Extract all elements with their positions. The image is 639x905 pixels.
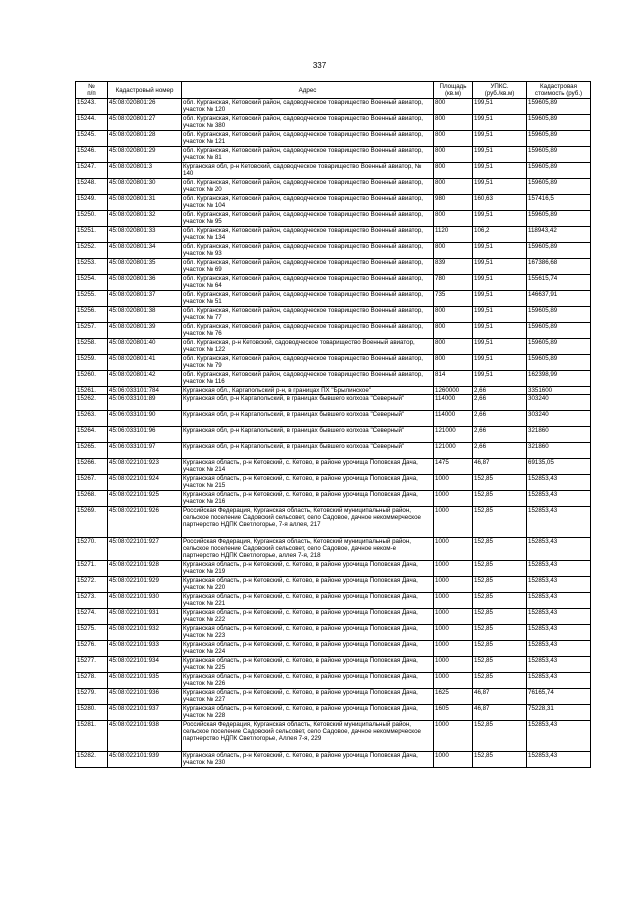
table-header-row <box>76 82 591 99</box>
area-cell: 1120 <box>434 227 473 243</box>
upks-cell: 199,51 <box>473 339 527 355</box>
area-cell: 1260000 <box>434 387 473 395</box>
address-cell: Курганская обл, р-н Каргапольский, в границах бывшего колхоза "Северный" <box>182 427 434 443</box>
header-area: Площадь (кв.м) <box>434 82 473 99</box>
cadastral-number-cell: 45:06:033101:89 <box>108 395 182 411</box>
cadastral-cost-cell: 321860 <box>527 443 591 459</box>
upks-cell: 199,51 <box>473 131 527 147</box>
cadastral-number-cell: 45:08:022101:930 <box>108 593 182 609</box>
row-number-cell: 15273. <box>76 593 108 609</box>
area-cell: 800 <box>434 115 473 131</box>
upks-cell: 152,85 <box>473 752 527 768</box>
row-number-cell: 15274. <box>76 609 108 625</box>
cadastral-number-cell: 45:08:020801:30 <box>108 179 182 195</box>
cadastral-number-cell: 45:08:022101:923 <box>108 459 182 475</box>
address-cell: Курганская область, р-н Кетовский, с. Кетово, в районе урочища Поповская Дача, участок № 226 <box>182 673 434 689</box>
header-upks: УПКС. (руб./кв.м) <box>473 82 527 99</box>
upks-cell: 199,51 <box>473 275 527 291</box>
upks-cell: 152,85 <box>473 475 527 491</box>
address-cell: обл. Курганская, Кетовский район, садоводческое товарищество Военный авиатор, участок № 134 <box>182 227 434 243</box>
cadastral-cost-cell: 152853,43 <box>527 538 591 561</box>
upks-cell: 152,85 <box>473 609 527 625</box>
area-cell: 1475 <box>434 459 473 475</box>
cadastral-cost-cell: 69135,05 <box>527 459 591 475</box>
table-row <box>76 721 591 752</box>
row-number-cell: 15276. <box>76 641 108 657</box>
row-number-cell: 15280. <box>76 705 108 721</box>
cadastral-number-cell: 45:08:020801:37 <box>108 291 182 307</box>
cadastral-cost-cell: 159605,89 <box>527 355 591 371</box>
table-row <box>76 411 591 427</box>
table-row <box>76 371 591 387</box>
cadastral-number-cell: 45:08:022101:929 <box>108 577 182 593</box>
header-cadastral-number: Кадастровый номер <box>108 82 182 99</box>
cadastral-cost-cell: 146637,91 <box>527 291 591 307</box>
row-number-cell: 15253. <box>76 259 108 275</box>
address-cell: обл. Курганская, Кетовский район, садоводческое товарищество Военный авиатор, участок № 51 <box>182 291 434 307</box>
cadastral-cost-cell: 152853,43 <box>527 593 591 609</box>
address-cell: Курганская область, р-н Кетовский, с. Кетово, в районе урочища Поповская Дача, участок № 221 <box>182 593 434 609</box>
area-cell: 1000 <box>434 721 473 752</box>
area-cell: 1000 <box>434 657 473 673</box>
cadastral-cost-cell: 152853,43 <box>527 721 591 752</box>
cadastral-number-cell: 45:06:033101:90 <box>108 411 182 427</box>
address-cell: обл. Курганская, Кетовский район, садоводческое товарищество Военный авиатор, участок № 79 <box>182 355 434 371</box>
area-cell: 114000 <box>434 411 473 427</box>
table-row <box>76 243 591 259</box>
row-number-cell: 15252. <box>76 243 108 259</box>
address-cell: обл. Курганская, Кетовский район, садоводческое товарищество Военный авиатор, участок № 77 <box>182 307 434 323</box>
cadastral-number-cell: 45:08:020801:39 <box>108 323 182 339</box>
cadastral-cost-cell: 152853,43 <box>527 625 591 641</box>
table-row <box>76 443 591 459</box>
area-cell: 121000 <box>434 443 473 459</box>
cadastral-cost-cell: 152853,43 <box>527 673 591 689</box>
area-cell: 121000 <box>434 427 473 443</box>
cadastral-number-cell: 45:06:033101:784 <box>108 387 182 395</box>
address-cell: Российская Федерация, Курганская область, Кетовский муниципальный район, сельское поселение Садовский сельсовет, село Садовое, дачное некоммерческое партнерство НДПК Светлогорье, 7-я аллея, 217 <box>182 507 434 538</box>
area-cell: 800 <box>434 211 473 227</box>
upks-cell: 2,66 <box>473 387 527 395</box>
address-cell: обл. Курганская, Кетовский район, садоводческое товарищество Военный авиатор, участок № 121 <box>182 131 434 147</box>
row-number-cell: 15258. <box>76 339 108 355</box>
address-cell: обл. Курганская, Кетовский район, садоводческое товарищество Военный авиатор, участок № 120 <box>182 99 434 115</box>
cadastral-number-cell: 45:08:020801:42 <box>108 371 182 387</box>
cadastral-number-cell: 45:08:022101:938 <box>108 721 182 752</box>
area-cell: 800 <box>434 163 473 179</box>
table-row <box>76 475 591 491</box>
area-cell: 1000 <box>434 538 473 561</box>
address-cell: Курганская область, р-н Кетовский, с. Кетово, в районе урочища Поповская Дача, участок № 216 <box>182 491 434 507</box>
table-row <box>76 147 591 163</box>
cadastral-number-cell: 45:08:022101:926 <box>108 507 182 538</box>
header-cadastral-cost: Кадастровая стоимость (руб.) <box>527 82 591 99</box>
address-cell: обл. Курганская, Кетовский район, садоводческое товарищество Военный авиатор, участок № 93 <box>182 243 434 259</box>
area-cell: 1000 <box>434 673 473 689</box>
area-cell: 800 <box>434 147 473 163</box>
table-row <box>76 259 591 275</box>
cadastral-cost-cell: 118943,42 <box>527 227 591 243</box>
cadastral-cost-cell: 159605,89 <box>527 147 591 163</box>
cadastral-number-cell: 45:08:022101:935 <box>108 673 182 689</box>
row-number-cell: 15272. <box>76 577 108 593</box>
upks-cell: 152,85 <box>473 538 527 561</box>
row-number-cell: 15250. <box>76 211 108 227</box>
row-number-cell: 15249. <box>76 195 108 211</box>
address-cell: обл. Курганская, Кетовский район, садоводческое товарищество Военный авиатор, участок № 104 <box>182 195 434 211</box>
cadastral-cost-cell: 159605,89 <box>527 99 591 115</box>
area-cell: 1000 <box>434 641 473 657</box>
address-cell: Курганская область, р-н Кетовский, с. Кетово, в районе урочища Поповская Дача, участок № 227 <box>182 689 434 705</box>
table-row <box>76 673 591 689</box>
table-row <box>76 163 591 179</box>
area-cell: 800 <box>434 243 473 259</box>
table-row <box>76 593 591 609</box>
upks-cell: 152,85 <box>473 593 527 609</box>
address-cell: Российская Федерация, Курганская область, Кетовский муниципальный район, сельское поселение Садовский сельсовет, село Садовое, дачное неком-е партнерство НДПК Светлогорье, аллея 7-я, 218 <box>182 538 434 561</box>
cadastral-number-cell: 45:06:033101:97 <box>108 443 182 459</box>
row-number-cell: 15245. <box>76 131 108 147</box>
area-cell: 780 <box>434 275 473 291</box>
upks-cell: 46,87 <box>473 689 527 705</box>
upks-cell: 46,87 <box>473 459 527 475</box>
table-row <box>76 99 591 115</box>
table-row <box>76 291 591 307</box>
upks-cell: 199,51 <box>473 371 527 387</box>
row-number-cell: 15279. <box>76 689 108 705</box>
cadastral-cost-cell: 76165,74 <box>527 689 591 705</box>
row-number-cell: 15269. <box>76 507 108 538</box>
table-row <box>76 339 591 355</box>
address-cell: Курганская обл, р-н Каргапольский, в границах бывшего колхоза "Северный" <box>182 395 434 411</box>
row-number-cell: 15261. <box>76 387 108 395</box>
area-cell: 1000 <box>434 491 473 507</box>
address-cell: Курганская область, р-н Кетовский, с. Кетово, в районе урочища Поповская Дача, участок № 219 <box>182 561 434 577</box>
upks-cell: 152,85 <box>473 625 527 641</box>
upks-cell: 199,51 <box>473 259 527 275</box>
row-number-cell: 15254. <box>76 275 108 291</box>
table-row <box>76 355 591 371</box>
row-number-cell: 15268. <box>76 491 108 507</box>
upks-cell: 199,51 <box>473 147 527 163</box>
cadastral-number-cell: 45:08:020801:40 <box>108 339 182 355</box>
cadastral-number-cell: 45:08:020801:3 <box>108 163 182 179</box>
address-cell: Российская Федерация, Курганская область, Кетовский муниципальный район, сельское поселение Садовский сельсовет, село Садовое, дачное некоммерческое партнерство НДПК Светлогорье, Аллея 7-я, 229 <box>182 721 434 752</box>
upks-cell: 199,51 <box>473 211 527 227</box>
table-row <box>76 459 591 475</box>
row-number-cell: 15256. <box>76 307 108 323</box>
upks-cell: 152,85 <box>473 577 527 593</box>
cadastral-cost-cell: 303240 <box>527 411 591 427</box>
area-cell: 1000 <box>434 561 473 577</box>
row-number-cell: 15267. <box>76 475 108 491</box>
address-cell: обл. Курганская, Кетовский район, садоводческое товарищество Военный авиатор, участок № 69 <box>182 259 434 275</box>
area-cell: 800 <box>434 323 473 339</box>
cadastral-cost-cell: 152853,43 <box>527 507 591 538</box>
address-cell: Курганская обл, р-н Кетовский, садоводческое товарищество Военный авиатор, № 140 <box>182 163 434 179</box>
row-number-cell: 15278. <box>76 673 108 689</box>
address-cell: обл. Курганская, Кетовский район, садоводческое товарищество Военный авиатор, участок № 116 <box>182 371 434 387</box>
upks-cell: 199,51 <box>473 99 527 115</box>
cadastral-number-cell: 45:08:020801:35 <box>108 259 182 275</box>
upks-cell: 160,63 <box>473 195 527 211</box>
cadastral-number-cell: 45:08:020801:27 <box>108 115 182 131</box>
row-number-cell: 15277. <box>76 657 108 673</box>
table-row <box>76 657 591 673</box>
row-number-cell: 15246. <box>76 147 108 163</box>
cadastral-cost-cell: 159605,89 <box>527 163 591 179</box>
header-num: № п/п <box>76 82 108 99</box>
table-row <box>76 507 591 538</box>
cadastral-cost-cell: 159605,89 <box>527 115 591 131</box>
row-number-cell: 15265. <box>76 443 108 459</box>
cadastral-cost-cell: 152853,43 <box>527 657 591 673</box>
cadastral-cost-cell: 152853,43 <box>527 609 591 625</box>
row-number-cell: 15244. <box>76 115 108 131</box>
table-row <box>76 577 591 593</box>
cadastral-registry-table <box>75 81 591 768</box>
area-cell: 1000 <box>434 593 473 609</box>
upks-cell: 2,66 <box>473 427 527 443</box>
address-cell: обл. Курганская, Кетовский район, садоводческое товарищество Военный авиатор, участок № 20 <box>182 179 434 195</box>
cadastral-cost-cell: 159605,89 <box>527 339 591 355</box>
cadastral-cost-cell: 152853,43 <box>527 561 591 577</box>
row-number-cell: 15266. <box>76 459 108 475</box>
row-number-cell: 15243. <box>76 99 108 115</box>
cadastral-number-cell: 45:08:022101:931 <box>108 609 182 625</box>
row-number-cell: 15271. <box>76 561 108 577</box>
upks-cell: 199,51 <box>473 179 527 195</box>
cadastral-number-cell: 45:08:022101:934 <box>108 657 182 673</box>
cadastral-cost-cell: 152853,43 <box>527 752 591 768</box>
cadastral-cost-cell: 303240 <box>527 395 591 411</box>
address-cell: Курганская область, р-н Кетовский, с. Кетово, в районе урочища Поповская Дача, участок № 215 <box>182 475 434 491</box>
upks-cell: 199,51 <box>473 243 527 259</box>
row-number-cell: 15263. <box>76 411 108 427</box>
table-row <box>76 705 591 721</box>
table-row <box>76 227 591 243</box>
cadastral-number-cell: 45:08:022101:925 <box>108 491 182 507</box>
page-number: 337 <box>312 61 327 70</box>
table-row <box>76 387 591 395</box>
cadastral-cost-cell: 159605,89 <box>527 131 591 147</box>
cadastral-number-cell: 45:08:020801:38 <box>108 307 182 323</box>
table-row <box>76 427 591 443</box>
row-number-cell: 15262. <box>76 395 108 411</box>
area-cell: 1000 <box>434 609 473 625</box>
table-row <box>76 641 591 657</box>
upks-cell: 199,51 <box>473 115 527 131</box>
area-cell: 1000 <box>434 577 473 593</box>
area-cell: 800 <box>434 131 473 147</box>
upks-cell: 199,51 <box>473 291 527 307</box>
table-row <box>76 609 591 625</box>
table-row <box>76 395 591 411</box>
cadastral-cost-cell: 321860 <box>527 427 591 443</box>
cadastral-number-cell: 45:08:022101:937 <box>108 705 182 721</box>
cadastral-number-cell: 45:08:020801:28 <box>108 131 182 147</box>
cadastral-cost-cell: 152853,43 <box>527 491 591 507</box>
upks-cell: 152,85 <box>473 721 527 752</box>
upks-cell: 152,85 <box>473 641 527 657</box>
table-row <box>76 491 591 507</box>
area-cell: 1625 <box>434 689 473 705</box>
area-cell: 800 <box>434 99 473 115</box>
cadastral-cost-cell: 159605,89 <box>527 179 591 195</box>
cadastral-number-cell: 45:08:022101:933 <box>108 641 182 657</box>
area-cell: 800 <box>434 355 473 371</box>
address-cell: Курганская область, р-н Кетовский, с. Кетово, в районе урочища Поповская Дача, участок № 224 <box>182 641 434 657</box>
cadastral-cost-cell: 152853,43 <box>527 475 591 491</box>
area-cell: 800 <box>434 179 473 195</box>
row-number-cell: 15251. <box>76 227 108 243</box>
table-row <box>76 323 591 339</box>
table-row <box>76 179 591 195</box>
address-cell: Курганская область, р-н Кетовский, с. Кетово, в районе урочища Поповская Дача, участок № 228 <box>182 705 434 721</box>
area-cell: 800 <box>434 339 473 355</box>
header-address: Адрес <box>182 82 434 99</box>
address-cell: обл. Курганская, Кетовский район, садоводческое товарищество Военный авиатор, участок № 76 <box>182 323 434 339</box>
row-number-cell: 15247. <box>76 163 108 179</box>
table-row <box>76 195 591 211</box>
cadastral-number-cell: 45:06:033101:96 <box>108 427 182 443</box>
upks-cell: 106,2 <box>473 227 527 243</box>
cadastral-cost-cell: 167386,68 <box>527 259 591 275</box>
table-row <box>76 275 591 291</box>
cadastral-cost-cell: 75228,31 <box>527 705 591 721</box>
area-cell: 1000 <box>434 475 473 491</box>
upks-cell: 199,51 <box>473 355 527 371</box>
cadastral-cost-cell: 155615,74 <box>527 275 591 291</box>
address-cell: Курганская область, р-н Кетовский, с. Кетово, в районе урочища Поповская Дача, участок № 222 <box>182 609 434 625</box>
address-cell: обл. Курганская, Кетовский район, садоводческое товарищество Военный авиатор, участок № 64 <box>182 275 434 291</box>
row-number-cell: 15248. <box>76 179 108 195</box>
cadastral-number-cell: 45:08:020801:26 <box>108 99 182 115</box>
table-row <box>76 538 591 561</box>
upks-cell: 152,85 <box>473 491 527 507</box>
table-row <box>76 131 591 147</box>
cadastral-cost-cell: 159605,89 <box>527 307 591 323</box>
address-cell: Курганская область, р-н Кетовский, с. Кетово, в районе урочища Поповская Дача, участок № 230 <box>182 752 434 768</box>
cadastral-number-cell: 45:08:022101:936 <box>108 689 182 705</box>
area-cell: 980 <box>434 195 473 211</box>
address-cell: Курганская обл, р-н Каргапольский, в границах бывшего колхоза "Северный" <box>182 411 434 427</box>
area-cell: 814 <box>434 371 473 387</box>
row-number-cell: 15264. <box>76 427 108 443</box>
row-number-cell: 15255. <box>76 291 108 307</box>
upks-cell: 2,66 <box>473 443 527 459</box>
cadastral-number-cell: 45:08:020801:34 <box>108 243 182 259</box>
cadastral-cost-cell: 152853,43 <box>527 577 591 593</box>
cadastral-number-cell: 45:08:022101:924 <box>108 475 182 491</box>
row-number-cell: 15282. <box>76 752 108 768</box>
area-cell: 1000 <box>434 507 473 538</box>
area-cell: 839 <box>434 259 473 275</box>
area-cell: 1000 <box>434 625 473 641</box>
row-number-cell: 15270. <box>76 538 108 561</box>
cadastral-number-cell: 45:08:020801:36 <box>108 275 182 291</box>
address-cell: Курганская обл., Каргапольский р-н, в границах ПХ "Брылинское" <box>182 387 434 395</box>
upks-cell: 2,66 <box>473 395 527 411</box>
cadastral-cost-cell: 162398,99 <box>527 371 591 387</box>
cadastral-cost-cell: 3351600 <box>527 387 591 395</box>
area-cell: 735 <box>434 291 473 307</box>
cadastral-number-cell: 45:08:020801:31 <box>108 195 182 211</box>
cadastral-cost-cell: 159605,89 <box>527 323 591 339</box>
row-number-cell: 15260. <box>76 371 108 387</box>
cadastral-cost-cell: 157416,5 <box>527 195 591 211</box>
area-cell: 1000 <box>434 752 473 768</box>
area-cell: 1605 <box>434 705 473 721</box>
table-row <box>76 752 591 768</box>
cadastral-number-cell: 45:08:020801:33 <box>108 227 182 243</box>
upks-cell: 152,85 <box>473 561 527 577</box>
row-number-cell: 15275. <box>76 625 108 641</box>
upks-cell: 2,66 <box>473 411 527 427</box>
area-cell: 800 <box>434 307 473 323</box>
upks-cell: 199,51 <box>473 307 527 323</box>
address-cell: Курганская область, р-н Кетовский, с. Кетово, в районе урочища Поповская Дача, участок № 220 <box>182 577 434 593</box>
cadastral-cost-cell: 152853,43 <box>527 641 591 657</box>
address-cell: обл. Курганская, Кетовский район, садоводческое товарищество Военный авиатор, участок № 81 <box>182 147 434 163</box>
cadastral-number-cell: 45:08:020801:29 <box>108 147 182 163</box>
upks-cell: 46,87 <box>473 705 527 721</box>
address-cell: обл. Курганская, Кетовский район, садоводческое товарищество Военный авиатор, участок № 380 <box>182 115 434 131</box>
upks-cell: 152,85 <box>473 507 527 538</box>
row-number-cell: 15281. <box>76 721 108 752</box>
table-row <box>76 561 591 577</box>
row-number-cell: 15259. <box>76 355 108 371</box>
upks-cell: 152,85 <box>473 657 527 673</box>
cadastral-number-cell: 45:08:022101:927 <box>108 538 182 561</box>
cadastral-number-cell: 45:08:022101:939 <box>108 752 182 768</box>
upks-cell: 199,51 <box>473 323 527 339</box>
cadastral-cost-cell: 159605,89 <box>527 243 591 259</box>
table-row <box>76 307 591 323</box>
address-cell: Курганская область, р-н Кетовский, с. Кетово, в районе урочища Поповская Дача, участок № 225 <box>182 657 434 673</box>
cadastral-number-cell: 45:08:020801:41 <box>108 355 182 371</box>
cadastral-cost-cell: 159605,89 <box>527 211 591 227</box>
area-cell: 114000 <box>434 395 473 411</box>
row-number-cell: 15257. <box>76 323 108 339</box>
table-row <box>76 115 591 131</box>
cadastral-number-cell: 45:08:020801:32 <box>108 211 182 227</box>
upks-cell: 152,85 <box>473 673 527 689</box>
table-row <box>76 689 591 705</box>
table-body <box>76 99 591 768</box>
table-row <box>76 625 591 641</box>
address-cell: Курганская область, р-н Кетовский, с. Кетово, в районе урочища Поповская Дача, участок № 214 <box>182 459 434 475</box>
address-cell: обл. Курганская, р-н Кетовский, садоводческое товарищество Военный авиатор, участок № 122 <box>182 339 434 355</box>
cadastral-number-cell: 45:08:022101:928 <box>108 561 182 577</box>
table-row <box>76 211 591 227</box>
address-cell: Курганская обл, р-н Каргапольский, в границах бывшего колхоза "Северный" <box>182 443 434 459</box>
upks-cell: 199,51 <box>473 163 527 179</box>
address-cell: Курганская область, р-н Кетовский, с. Кетово, в районе урочища Поповская Дача, участок № 223 <box>182 625 434 641</box>
cadastral-number-cell: 45:08:022101:932 <box>108 625 182 641</box>
address-cell: обл. Курганская, Кетовский район, садоводческое товарищество Военный авиатор, участок № 95 <box>182 211 434 227</box>
